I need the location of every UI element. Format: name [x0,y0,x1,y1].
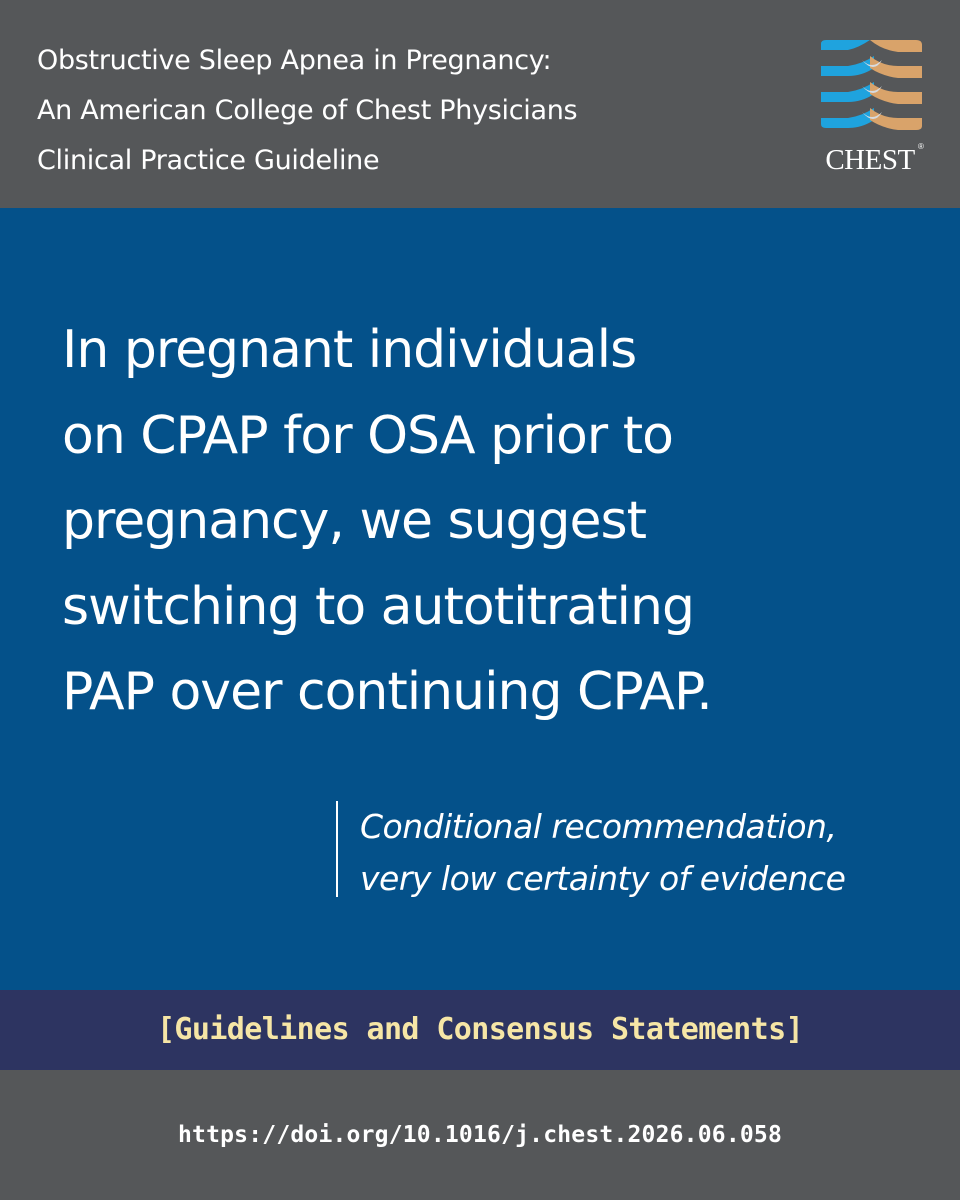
recommendation-line: PAP over continuing CPAP. [62,662,712,722]
recommendation-strength [336,801,845,897]
category-banner [0,990,960,1070]
title-line: Clinical Practice Guideline [37,145,380,176]
chest-logo [818,38,926,178]
footer [0,1070,960,1200]
category-label: [Guidelines and Consensus Statements] [156,1012,804,1047]
recommendation-line: pregnancy, we suggest [62,491,647,551]
logo-wordmark: CHEST [825,144,915,176]
doi-link[interactable]: https://doi.org/10.1016/j.chest.2026.06.058 [177,1122,783,1148]
recommendation-line: on CPAP for OSA prior to [62,405,673,466]
page-title [37,36,737,186]
title-line: Obstructive Sleep Apnea in Pregnancy: [37,45,552,76]
recommendation-line: In pregnant individuals [62,320,637,380]
recommendation-text [62,308,882,736]
strength-line: Conditional recommendation, [360,807,837,846]
registered-mark: ® [918,142,924,151]
recommendation-panel [0,208,960,990]
title-line: An American College of Chest Physicians [37,95,578,126]
chest-logo-icon [818,38,926,142]
recommendation-line: switching to autotitrating [62,576,694,637]
header [0,0,960,208]
strength-line: very low certainty of evidence [360,859,846,898]
